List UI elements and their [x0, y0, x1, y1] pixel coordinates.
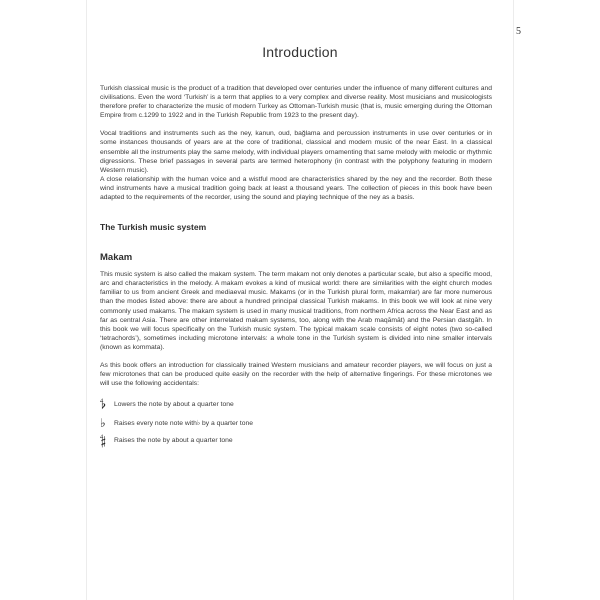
makam-paragraph-2: As this book offers an introduction for classically trained Western musicians and amateur recorder players, we will focus on just a few microtones that can be produced quite easily on the recorder with the help of alternative fingerings. For these microtones we will use the following accidentals:	[100, 361, 492, 388]
accidental-description: Raises every note note with♭ by a quarter tone	[114, 419, 254, 427]
accidental-item	[100, 415, 492, 430]
accidentals-list	[100, 397, 492, 448]
section-heading: The Turkish music system	[100, 222, 207, 233]
slashed-flat-icon: ♭	[100, 415, 106, 430]
accidental-item	[100, 433, 492, 448]
accidental-description: Lowers the note by about a quarter tone	[114, 401, 234, 409]
accidental-item	[100, 397, 492, 412]
page-number: 5	[516, 26, 521, 37]
intro-paragraph-2: Vocal traditions and instruments such as the ney, kanun, oud, bağlama and percussion instruments in use over centuries or in some instances thousands of years are at the core of traditional, classical and modern music of the near East. In a classical ensemble all the instruments play the same melody, with individual players ornamenting that same melody with melodic or rhythmic digressions. These brief passages in several parts are termed heterophony (in contrast with the polyphony featuring in modern Western music).	[100, 130, 492, 174]
page-body	[100, 84, 492, 451]
half-sharp-icon: 𝄲	[100, 433, 106, 448]
intro-paragraph-1: Turkish classical music is the product of a tradition that developed over centuries under the influence of many different cultures and civilisations. Even the word ‘Turkish’ is a term that applies to a very complex and diverse reality. Most musicians and musicologists therefore prefer to characterize the music of modern Turkey as Ottoman-Turkish music (that is, music emerging during the Ottoman Empire from c.1299 to 1922 and in the Turkish Republic from 1923 to the present day).	[100, 85, 492, 120]
page-title: Introduction	[262, 44, 338, 60]
document-page	[87, 0, 521, 600]
subsection-heading: Makam	[100, 252, 133, 264]
intro-paragraph-3: A close relationship with the human voice and a wistful mood are characteristics shared by the ney and the recorder. Both these wind instruments have a musical tradition going back at least a thousand years. The collection of pieces in this book have been adapted to the requirements of the recorder, using the sound and playing technique of the ney as a basis.	[100, 175, 492, 202]
makam-paragraph-1: This music system is also called the makam system. The term makam not only denotes a particular scale, but also a specific mood, arc and characteristics in the melody. A makam evokes a kind of musical world: there are similarities with the eight church modes familiar to us from ancient Greek and mediaeval music. Makams (or in the Turkish plural form, makamlar) are far more numerous than the modes listed above: there are about a hundred principal classical Turkish makams. In this book we will look at nine very commonly used makams. The makam system is used in many musical traditions, from northern Africa across the Near East and as far as central Asia. There are other interrelated makam systems, too, along with the Arab maqāmāt) and the Persian dastgāh. In this book we will focus specifically on the Turkish music system. The typical makam scale consists of eight notes (two so-called ‘tetrachords’), sometimes including microtone intervals: a whole tone in the Turkish system is divided into nine smaller intervals (known as kommata).	[100, 271, 492, 351]
accidental-description: Raises the note by about a quarter tone	[114, 437, 233, 445]
reversed-flat-icon: 𝄳	[100, 397, 106, 412]
